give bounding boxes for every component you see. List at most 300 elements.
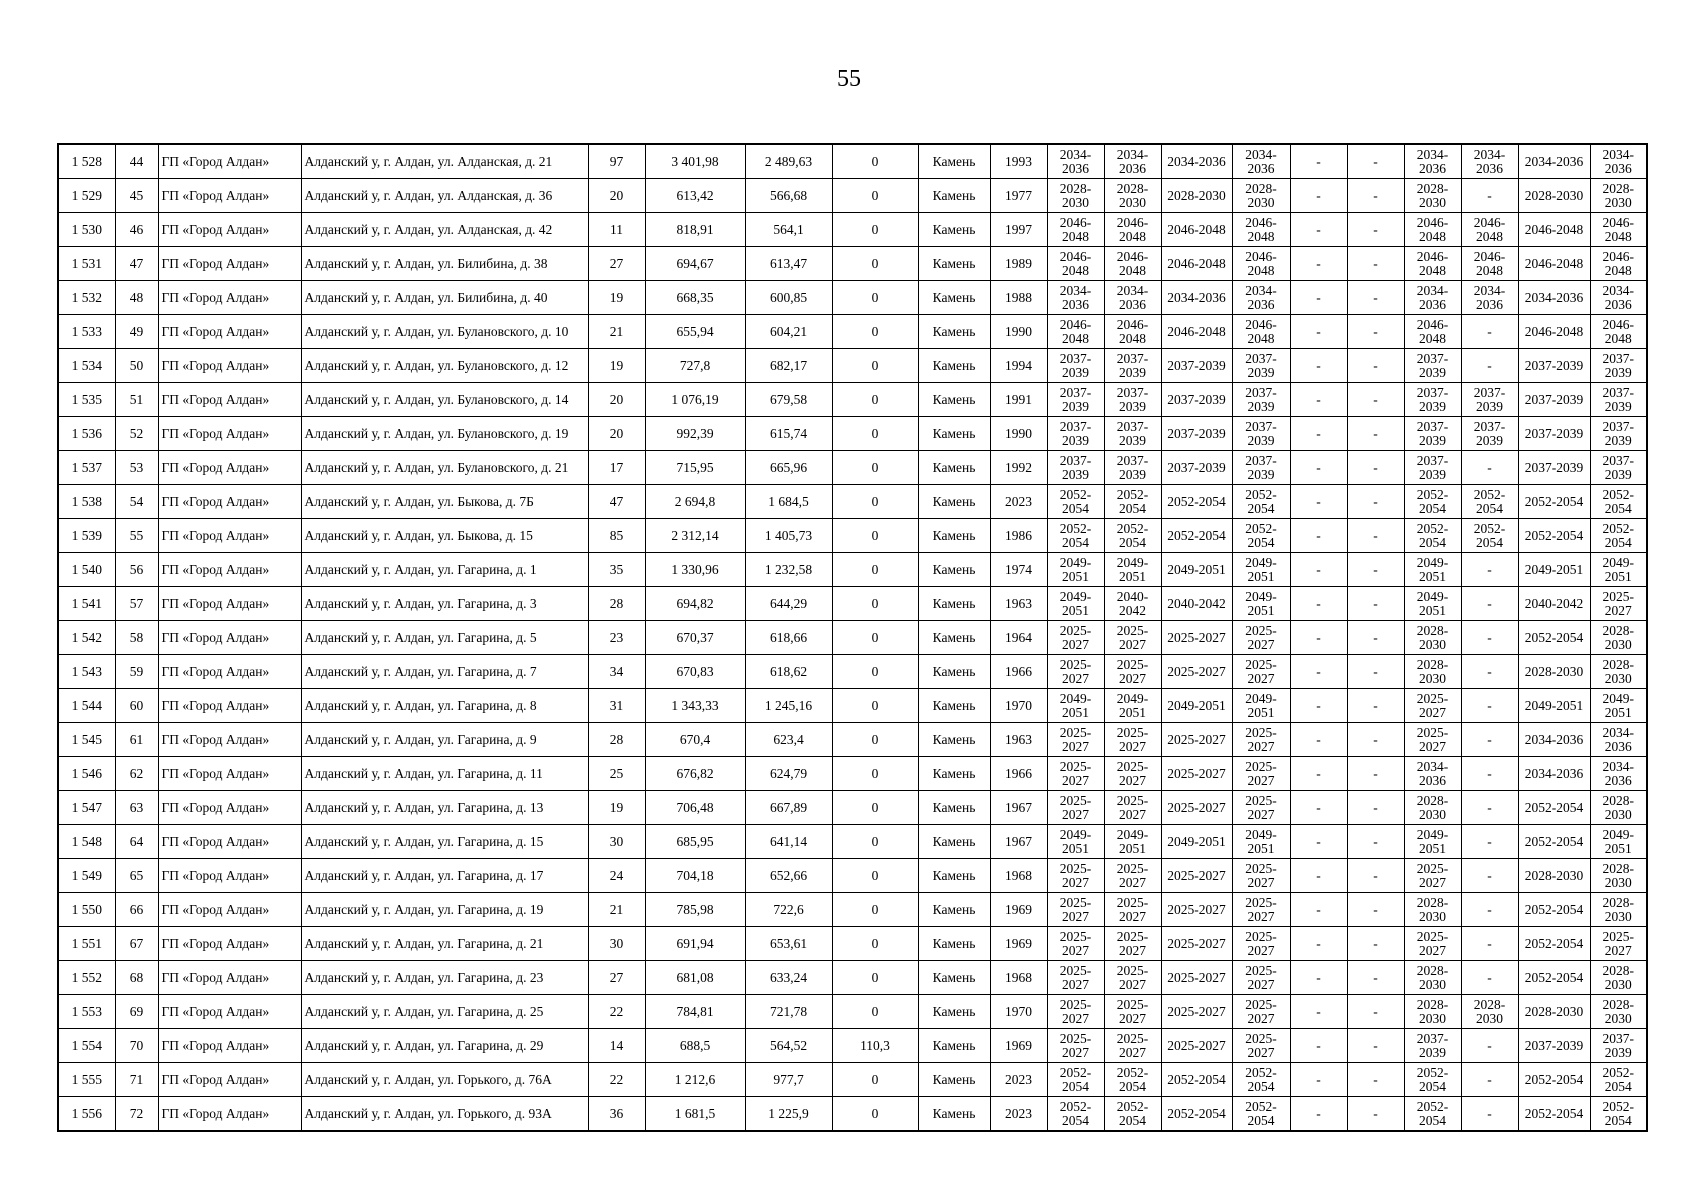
- cell-apartments: 21: [588, 893, 645, 927]
- cell-term-col-5: -: [1290, 1029, 1347, 1063]
- cell-row-id: 1 542: [58, 621, 115, 655]
- cell-term-col-6: -: [1347, 383, 1404, 417]
- cell-total-area: 784,81: [645, 995, 745, 1029]
- cell-apartments: 20: [588, 417, 645, 451]
- cell-living-area: 564,1: [745, 213, 832, 247]
- cell-living-area: 1 405,73: [745, 519, 832, 553]
- cell-term-col-5: -: [1290, 791, 1347, 825]
- cell-municipality: ГП «Город Алдан»: [158, 417, 301, 451]
- cell-term-col-4: 2052-2054: [1232, 1063, 1290, 1097]
- cell-term-col-2: 2037-2039: [1104, 417, 1161, 451]
- cell-apartments: 14: [588, 1029, 645, 1063]
- cell-wall-material: Камень: [918, 791, 990, 825]
- cell-term-col-10: 2046-2048: [1590, 247, 1647, 281]
- cell-apartments: 22: [588, 995, 645, 1029]
- cell-nonresidential-area: 0: [832, 315, 918, 349]
- cell-row-id: 1 539: [58, 519, 115, 553]
- cell-term-col-3: 2046-2048: [1161, 315, 1232, 349]
- cell-apartments: 20: [588, 179, 645, 213]
- cell-living-area: 682,17: [745, 349, 832, 383]
- cell-term-col-7: 2028-2030: [1404, 893, 1461, 927]
- cell-living-area: 604,21: [745, 315, 832, 349]
- cell-seq-number: 63: [115, 791, 158, 825]
- cell-municipality: ГП «Город Алдан»: [158, 689, 301, 723]
- cell-row-id: 1 556: [58, 1097, 115, 1132]
- cell-row-id: 1 532: [58, 281, 115, 315]
- cell-term-col-3: 2034-2036: [1161, 281, 1232, 315]
- cell-term-col-9: 2052-2054: [1518, 961, 1590, 995]
- table-row: [58, 451, 1647, 485]
- cell-term-col-10: 2025-2027: [1590, 587, 1647, 621]
- cell-living-area: 615,74: [745, 417, 832, 451]
- cell-term-col-3: 2052-2054: [1161, 1063, 1232, 1097]
- cell-municipality: ГП «Город Алдан»: [158, 519, 301, 553]
- cell-term-col-2: 2034-2036: [1104, 144, 1161, 179]
- cell-term-col-1: 2025-2027: [1047, 723, 1104, 757]
- cell-term-col-2: 2034-2036: [1104, 281, 1161, 315]
- cell-nonresidential-area: 0: [832, 655, 918, 689]
- cell-term-col-10: 2037-2039: [1590, 451, 1647, 485]
- cell-wall-material: Камень: [918, 1097, 990, 1132]
- cell-address: Алданский у, г. Алдан, ул. Гагарина, д. 21: [301, 927, 588, 961]
- table-row: [58, 859, 1647, 893]
- cell-address: Алданский у, г. Алдан, ул. Гагарина, д. 9: [301, 723, 588, 757]
- cell-term-col-4: 2037-2039: [1232, 451, 1290, 485]
- cell-wall-material: Камень: [918, 1029, 990, 1063]
- cell-term-col-7: 2028-2030: [1404, 621, 1461, 655]
- cell-wall-material: Камень: [918, 587, 990, 621]
- cell-term-col-2: 2025-2027: [1104, 757, 1161, 791]
- cell-total-area: 670,37: [645, 621, 745, 655]
- cell-seq-number: 57: [115, 587, 158, 621]
- cell-term-col-4: 2025-2027: [1232, 1029, 1290, 1063]
- cell-nonresidential-area: 0: [832, 689, 918, 723]
- cell-row-id: 1 547: [58, 791, 115, 825]
- cell-row-id: 1 541: [58, 587, 115, 621]
- cell-term-col-4: 2028-2030: [1232, 179, 1290, 213]
- cell-term-col-1: 2049-2051: [1047, 553, 1104, 587]
- cell-term-col-10: 2028-2030: [1590, 995, 1647, 1029]
- cell-term-col-1: 2052-2054: [1047, 1097, 1104, 1132]
- cell-municipality: ГП «Город Алдан»: [158, 791, 301, 825]
- cell-living-area: 644,29: [745, 587, 832, 621]
- cell-row-id: 1 537: [58, 451, 115, 485]
- cell-municipality: ГП «Город Алдан»: [158, 383, 301, 417]
- cell-term-col-6: -: [1347, 519, 1404, 553]
- cell-term-col-3: 2037-2039: [1161, 383, 1232, 417]
- table-row: [58, 893, 1647, 927]
- cell-term-col-7: 2046-2048: [1404, 247, 1461, 281]
- cell-term-col-9: 2028-2030: [1518, 655, 1590, 689]
- cell-term-col-5: -: [1290, 451, 1347, 485]
- cell-term-col-8: -: [1461, 1063, 1518, 1097]
- cell-total-area: 694,67: [645, 247, 745, 281]
- cell-living-area: 679,58: [745, 383, 832, 417]
- cell-term-col-1: 2028-2030: [1047, 179, 1104, 213]
- cell-term-col-1: 2052-2054: [1047, 519, 1104, 553]
- cell-term-col-2: 2025-2027: [1104, 893, 1161, 927]
- cell-term-col-3: 2025-2027: [1161, 655, 1232, 689]
- cell-term-col-6: -: [1347, 485, 1404, 519]
- table-row: [58, 553, 1647, 587]
- cell-term-col-8: -: [1461, 179, 1518, 213]
- cell-apartments: 28: [588, 723, 645, 757]
- cell-municipality: ГП «Город Алдан»: [158, 281, 301, 315]
- cell-term-col-10: 2028-2030: [1590, 621, 1647, 655]
- cell-term-col-1: 2049-2051: [1047, 587, 1104, 621]
- table-row: [58, 927, 1647, 961]
- cell-term-col-7: 2025-2027: [1404, 723, 1461, 757]
- cell-term-col-10: 2046-2048: [1590, 315, 1647, 349]
- cell-term-col-9: 2028-2030: [1518, 995, 1590, 1029]
- cell-address: Алданский у, г. Алдан, ул. Гагарина, д. 3: [301, 587, 588, 621]
- cell-term-col-6: -: [1347, 315, 1404, 349]
- cell-term-col-8: -: [1461, 621, 1518, 655]
- cell-nonresidential-area: 0: [832, 995, 918, 1029]
- cell-address: Алданский у, г. Алдан, ул. Гагарина, д. 19: [301, 893, 588, 927]
- cell-living-area: 652,66: [745, 859, 832, 893]
- cell-row-id: 1 552: [58, 961, 115, 995]
- table-row: [58, 1029, 1647, 1063]
- cell-seq-number: 47: [115, 247, 158, 281]
- cell-apartments: 22: [588, 1063, 645, 1097]
- cell-term-col-3: 2049-2051: [1161, 689, 1232, 723]
- cell-term-col-6: -: [1347, 349, 1404, 383]
- cell-seq-number: 51: [115, 383, 158, 417]
- cell-seq-number: 58: [115, 621, 158, 655]
- cell-term-col-2: 2037-2039: [1104, 451, 1161, 485]
- cell-wall-material: Камень: [918, 485, 990, 519]
- table-row: [58, 281, 1647, 315]
- cell-term-col-9: 2052-2054: [1518, 791, 1590, 825]
- cell-municipality: ГП «Город Алдан»: [158, 927, 301, 961]
- cell-build-year: 1986: [990, 519, 1047, 553]
- cell-build-year: 1977: [990, 179, 1047, 213]
- cell-row-id: 1 535: [58, 383, 115, 417]
- cell-wall-material: Камень: [918, 451, 990, 485]
- cell-nonresidential-area: 0: [832, 144, 918, 179]
- cell-municipality: ГП «Город Алдан»: [158, 1029, 301, 1063]
- cell-wall-material: Камень: [918, 927, 990, 961]
- table-row: [58, 213, 1647, 247]
- table-row: [58, 723, 1647, 757]
- cell-nonresidential-area: 110,3: [832, 1029, 918, 1063]
- cell-row-id: 1 531: [58, 247, 115, 281]
- cell-term-col-9: 2046-2048: [1518, 315, 1590, 349]
- cell-term-col-6: -: [1347, 723, 1404, 757]
- cell-row-id: 1 551: [58, 927, 115, 961]
- cell-municipality: ГП «Город Алдан»: [158, 961, 301, 995]
- cell-seq-number: 69: [115, 995, 158, 1029]
- cell-term-col-1: 2034-2036: [1047, 281, 1104, 315]
- cell-term-col-7: 2049-2051: [1404, 587, 1461, 621]
- cell-term-col-5: -: [1290, 621, 1347, 655]
- cell-term-col-7: 2052-2054: [1404, 1097, 1461, 1132]
- cell-municipality: ГП «Город Алдан»: [158, 587, 301, 621]
- cell-total-area: 670,83: [645, 655, 745, 689]
- cell-wall-material: Камень: [918, 1063, 990, 1097]
- cell-term-col-7: 2028-2030: [1404, 655, 1461, 689]
- cell-row-id: 1 530: [58, 213, 115, 247]
- cell-term-col-7: 2037-2039: [1404, 383, 1461, 417]
- cell-living-area: 2 489,63: [745, 144, 832, 179]
- cell-term-col-3: 2046-2048: [1161, 247, 1232, 281]
- cell-seq-number: 53: [115, 451, 158, 485]
- cell-term-col-3: 2025-2027: [1161, 757, 1232, 791]
- cell-term-col-2: 2025-2027: [1104, 791, 1161, 825]
- cell-total-area: 670,4: [645, 723, 745, 757]
- cell-term-col-4: 2034-2036: [1232, 281, 1290, 315]
- cell-term-col-8: -: [1461, 825, 1518, 859]
- cell-address: Алданский у, г. Алдан, ул. Гагарина, д. 13: [301, 791, 588, 825]
- cell-term-col-5: -: [1290, 247, 1347, 281]
- cell-term-col-3: 2028-2030: [1161, 179, 1232, 213]
- cell-living-area: 564,52: [745, 1029, 832, 1063]
- cell-term-col-8: 2028-2030: [1461, 995, 1518, 1029]
- cell-nonresidential-area: 0: [832, 893, 918, 927]
- cell-term-col-4: 2037-2039: [1232, 383, 1290, 417]
- cell-term-col-4: 2046-2048: [1232, 247, 1290, 281]
- cell-nonresidential-area: 0: [832, 519, 918, 553]
- cell-municipality: ГП «Город Алдан»: [158, 247, 301, 281]
- cell-nonresidential-area: 0: [832, 825, 918, 859]
- cell-address: Алданский у, г. Алдан, ул. Билибина, д. 38: [301, 247, 588, 281]
- table-row: [58, 179, 1647, 213]
- cell-term-col-4: 2025-2027: [1232, 621, 1290, 655]
- cell-term-col-10: 2052-2054: [1590, 519, 1647, 553]
- cell-build-year: 1993: [990, 144, 1047, 179]
- cell-term-col-3: 2049-2051: [1161, 825, 1232, 859]
- cell-wall-material: Камень: [918, 893, 990, 927]
- cell-total-area: 2 694,8: [645, 485, 745, 519]
- cell-term-col-6: -: [1347, 757, 1404, 791]
- cell-term-col-7: 2025-2027: [1404, 859, 1461, 893]
- cell-term-col-1: 2034-2036: [1047, 144, 1104, 179]
- cell-term-col-6: -: [1347, 1029, 1404, 1063]
- cell-term-col-8: -: [1461, 1029, 1518, 1063]
- cell-total-area: 688,5: [645, 1029, 745, 1063]
- cell-row-id: 1 549: [58, 859, 115, 893]
- cell-term-col-9: 2037-2039: [1518, 1029, 1590, 1063]
- cell-term-col-5: -: [1290, 927, 1347, 961]
- cell-nonresidential-area: 0: [832, 349, 918, 383]
- cell-term-col-3: 2037-2039: [1161, 451, 1232, 485]
- cell-term-col-2: 2025-2027: [1104, 655, 1161, 689]
- cell-apartments: 85: [588, 519, 645, 553]
- cell-wall-material: Камень: [918, 655, 990, 689]
- cell-term-col-10: 2049-2051: [1590, 689, 1647, 723]
- cell-term-col-9: 2037-2039: [1518, 451, 1590, 485]
- cell-build-year: 1967: [990, 825, 1047, 859]
- cell-seq-number: 62: [115, 757, 158, 791]
- cell-living-area: 641,14: [745, 825, 832, 859]
- cell-term-col-9: 2028-2030: [1518, 859, 1590, 893]
- cell-nonresidential-area: 0: [832, 247, 918, 281]
- cell-row-id: 1 533: [58, 315, 115, 349]
- cell-total-area: 681,08: [645, 961, 745, 995]
- cell-living-area: 618,62: [745, 655, 832, 689]
- cell-total-area: 655,94: [645, 315, 745, 349]
- cell-term-col-1: 2025-2027: [1047, 859, 1104, 893]
- cell-term-col-9: 2037-2039: [1518, 383, 1590, 417]
- cell-seq-number: 59: [115, 655, 158, 689]
- cell-build-year: 1988: [990, 281, 1047, 315]
- cell-term-col-9: 2028-2030: [1518, 179, 1590, 213]
- cell-term-col-9: 2037-2039: [1518, 349, 1590, 383]
- cell-term-col-8: -: [1461, 961, 1518, 995]
- cell-wall-material: Камень: [918, 621, 990, 655]
- cell-term-col-8: 2046-2048: [1461, 247, 1518, 281]
- cell-term-col-9: 2052-2054: [1518, 1063, 1590, 1097]
- table-row: [58, 655, 1647, 689]
- cell-term-col-7: 2034-2036: [1404, 281, 1461, 315]
- cell-term-col-4: 2025-2027: [1232, 791, 1290, 825]
- cell-term-col-5: -: [1290, 1063, 1347, 1097]
- cell-nonresidential-area: 0: [832, 927, 918, 961]
- cell-build-year: 2023: [990, 1097, 1047, 1132]
- cell-term-col-8: 2034-2036: [1461, 144, 1518, 179]
- cell-term-col-7: 2052-2054: [1404, 519, 1461, 553]
- cell-row-id: 1 555: [58, 1063, 115, 1097]
- cell-term-col-10: 2052-2054: [1590, 1063, 1647, 1097]
- cell-term-col-8: -: [1461, 587, 1518, 621]
- cell-apartments: 17: [588, 451, 645, 485]
- cell-term-col-9: 2046-2048: [1518, 247, 1590, 281]
- cell-total-area: 1 076,19: [645, 383, 745, 417]
- cell-build-year: 1990: [990, 417, 1047, 451]
- cell-term-col-8: -: [1461, 893, 1518, 927]
- cell-term-col-4: 2052-2054: [1232, 519, 1290, 553]
- cell-term-col-8: -: [1461, 655, 1518, 689]
- cell-term-col-8: -: [1461, 689, 1518, 723]
- cell-row-id: 1 546: [58, 757, 115, 791]
- cell-municipality: ГП «Город Алдан»: [158, 1063, 301, 1097]
- cell-wall-material: Камень: [918, 553, 990, 587]
- cell-build-year: 1968: [990, 859, 1047, 893]
- cell-build-year: 1970: [990, 995, 1047, 1029]
- cell-term-col-1: 2052-2054: [1047, 485, 1104, 519]
- cell-municipality: ГП «Город Алдан»: [158, 144, 301, 179]
- table-row: [58, 825, 1647, 859]
- cell-wall-material: Камень: [918, 723, 990, 757]
- table-row: [58, 757, 1647, 791]
- cell-term-col-5: -: [1290, 689, 1347, 723]
- cell-term-col-5: -: [1290, 893, 1347, 927]
- cell-term-col-9: 2052-2054: [1518, 621, 1590, 655]
- cell-term-col-5: -: [1290, 417, 1347, 451]
- cell-seq-number: 70: [115, 1029, 158, 1063]
- cell-term-col-8: -: [1461, 757, 1518, 791]
- cell-term-col-5: -: [1290, 723, 1347, 757]
- cell-total-area: 1 212,6: [645, 1063, 745, 1097]
- cell-term-col-10: 2037-2039: [1590, 349, 1647, 383]
- cell-term-col-3: 2025-2027: [1161, 621, 1232, 655]
- cell-term-col-7: 2037-2039: [1404, 349, 1461, 383]
- table-row: [58, 791, 1647, 825]
- cell-total-area: 1 681,5: [645, 1097, 745, 1132]
- cell-term-col-8: -: [1461, 315, 1518, 349]
- cell-nonresidential-area: 0: [832, 553, 918, 587]
- cell-term-col-9: 2052-2054: [1518, 927, 1590, 961]
- cell-municipality: ГП «Город Алдан»: [158, 485, 301, 519]
- table-row: [58, 519, 1647, 553]
- cell-total-area: 715,95: [645, 451, 745, 485]
- cell-term-col-2: 2049-2051: [1104, 825, 1161, 859]
- cell-address: Алданский у, г. Алдан, ул. Булановского, д. 21: [301, 451, 588, 485]
- cell-municipality: ГП «Город Алдан»: [158, 825, 301, 859]
- cell-term-col-10: 2028-2030: [1590, 791, 1647, 825]
- cell-nonresidential-area: 0: [832, 723, 918, 757]
- cell-address: Алданский у, г. Алдан, ул. Алданская, д. 21: [301, 144, 588, 179]
- cell-wall-material: Камень: [918, 961, 990, 995]
- cell-build-year: 1963: [990, 587, 1047, 621]
- cell-address: Алданский у, г. Алдан, ул. Гагарина, д. 23: [301, 961, 588, 995]
- cell-wall-material: Камень: [918, 417, 990, 451]
- cell-build-year: 1990: [990, 315, 1047, 349]
- cell-term-col-6: -: [1347, 689, 1404, 723]
- cell-seq-number: 44: [115, 144, 158, 179]
- cell-term-col-5: -: [1290, 213, 1347, 247]
- cell-term-col-4: 2037-2039: [1232, 349, 1290, 383]
- cell-term-col-9: 2049-2051: [1518, 553, 1590, 587]
- cell-term-col-7: 2037-2039: [1404, 451, 1461, 485]
- cell-address: Алданский у, г. Алдан, ул. Билибина, д. 40: [301, 281, 588, 315]
- cell-term-col-2: 2049-2051: [1104, 689, 1161, 723]
- cell-build-year: 1969: [990, 927, 1047, 961]
- cell-build-year: 1967: [990, 791, 1047, 825]
- cell-seq-number: 71: [115, 1063, 158, 1097]
- cell-term-col-9: 2052-2054: [1518, 893, 1590, 927]
- cell-living-area: 600,85: [745, 281, 832, 315]
- cell-wall-material: Камень: [918, 349, 990, 383]
- cell-term-col-4: 2037-2039: [1232, 417, 1290, 451]
- cell-term-col-8: 2046-2048: [1461, 213, 1518, 247]
- cell-row-id: 1 538: [58, 485, 115, 519]
- cell-wall-material: Камень: [918, 383, 990, 417]
- cell-row-id: 1 548: [58, 825, 115, 859]
- cell-term-col-8: -: [1461, 553, 1518, 587]
- cell-row-id: 1 529: [58, 179, 115, 213]
- cell-term-col-4: 2025-2027: [1232, 927, 1290, 961]
- cell-term-col-8: -: [1461, 1097, 1518, 1132]
- table-row: [58, 247, 1647, 281]
- cell-term-col-2: 2052-2054: [1104, 1097, 1161, 1132]
- cell-term-col-5: -: [1290, 281, 1347, 315]
- cell-address: Алданский у, г. Алдан, ул. Булановского, д. 12: [301, 349, 588, 383]
- cell-term-col-3: 2025-2027: [1161, 995, 1232, 1029]
- cell-living-area: 977,7: [745, 1063, 832, 1097]
- cell-living-area: 1 245,16: [745, 689, 832, 723]
- cell-living-area: 653,61: [745, 927, 832, 961]
- cell-seq-number: 46: [115, 213, 158, 247]
- cell-term-col-4: 2025-2027: [1232, 859, 1290, 893]
- cell-build-year: 2023: [990, 485, 1047, 519]
- cell-total-area: 685,95: [645, 825, 745, 859]
- cell-term-col-6: -: [1347, 825, 1404, 859]
- cell-apartments: 23: [588, 621, 645, 655]
- cell-term-col-10: 2037-2039: [1590, 417, 1647, 451]
- cell-nonresidential-area: 0: [832, 213, 918, 247]
- cell-address: Алданский у, г. Алдан, ул. Булановского, д. 19: [301, 417, 588, 451]
- cell-term-col-1: 2025-2027: [1047, 995, 1104, 1029]
- cell-living-area: 1 225,9: [745, 1097, 832, 1132]
- cell-wall-material: Камень: [918, 859, 990, 893]
- cell-term-col-5: -: [1290, 349, 1347, 383]
- cell-total-area: 706,48: [645, 791, 745, 825]
- cell-total-area: 992,39: [645, 417, 745, 451]
- cell-seq-number: 61: [115, 723, 158, 757]
- cell-term-col-1: 2025-2027: [1047, 927, 1104, 961]
